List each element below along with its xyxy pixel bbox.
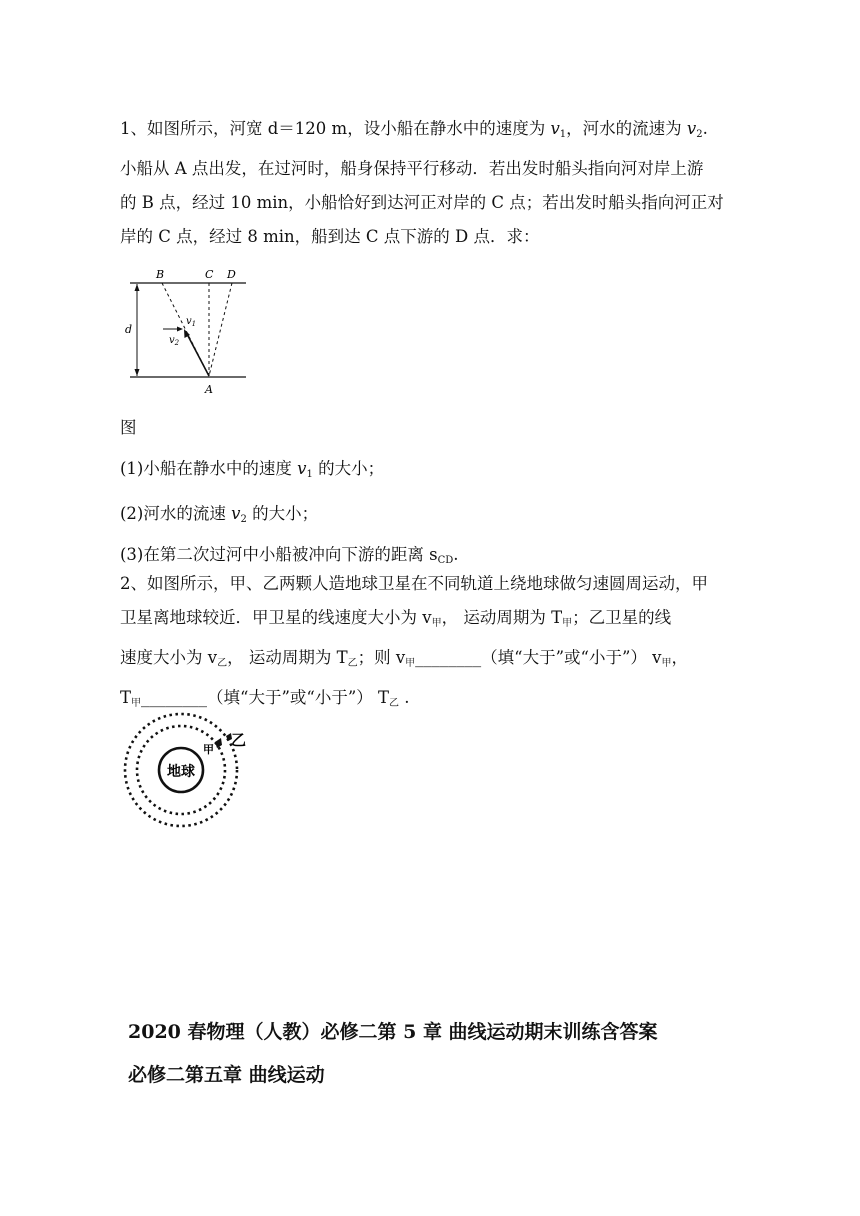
satellite-jia-label: 甲 xyxy=(203,743,214,756)
problem-2-line-1: 2、如图所示，甲、乙两颗人造地球卫星在不同轨道上绕地球做匀速圆周运动，甲 xyxy=(120,574,708,593)
problem-2-line-2: 卫星离地球较近．甲卫星的线速度大小为 $v_甲$， 运动周期为 $T_甲$；乙卫星的线 xyxy=(120,608,672,629)
problem-1-line-2: 小船从 A 点出发，在过河时，船身保持平行移动．若出发时船头指向河对岸上游 xyxy=(120,159,704,178)
satellite-orbit-figure xyxy=(118,708,248,833)
problem-2-statement xyxy=(120,567,744,721)
satellite-jia-icon xyxy=(215,738,222,748)
question-3: (3)在第二次过河中小船被冲向下游的距离 $s_{CD}$. xyxy=(120,545,459,566)
label-B: B xyxy=(156,268,165,281)
question-2: (2)河水的流速 $v_2$ 的大小； xyxy=(120,504,319,525)
section-title: 2020 春物理（人教）必修二第 5 章 曲线运动期末训练含答案 xyxy=(128,1021,658,1043)
chapter-title: 必修二第五章 曲线运动 xyxy=(128,1064,325,1086)
question-1: (1)小船在静水中的速度 $v_1$ 的大小； xyxy=(120,459,385,480)
label-C: C xyxy=(205,268,214,281)
satellite-yi-label: 乙 xyxy=(231,731,247,749)
label-v1: $v_1$ xyxy=(186,316,197,328)
label-D: D xyxy=(227,268,236,281)
blank-2: ________ xyxy=(141,688,208,707)
problem-1-line-3: 的 B 点，经过 10 min，小船恰好到达河正对岸的 C 点；若出发时船头指向河正对 xyxy=(120,193,724,212)
problem-1-line-1: 1、如图所示，河宽 d＝120 m，设小船在静水中的速度为 $v_1$，河水的流速为 $v_2$. xyxy=(120,119,708,140)
river-crossing-figure xyxy=(120,262,255,397)
label-A: A xyxy=(205,383,213,396)
problem-2-line-3: 速度大小为 $v_乙$， 运动周期为 $T_乙$；则 $v_甲\_\_\_\_\_\_\_\_$（填“大于”或“小于”） $v_甲$， xyxy=(120,648,688,669)
label-v2: $v_2$ xyxy=(169,335,180,347)
problem-2-line-4: $T_甲\_\_\_\_\_\_\_\_$（填“大于”或“小于”） $T_乙$ . xyxy=(120,688,410,709)
label-d: d xyxy=(125,323,133,336)
earth-label: 地球 xyxy=(167,764,195,780)
blank-1: ________ xyxy=(415,648,482,667)
problem-1-statement xyxy=(120,112,744,254)
figure-caption: 图 xyxy=(120,418,137,437)
problem-1-line-4: 岸的 C 点，经过 8 min，船到达 C 点下游的 D 点．求： xyxy=(120,227,540,246)
